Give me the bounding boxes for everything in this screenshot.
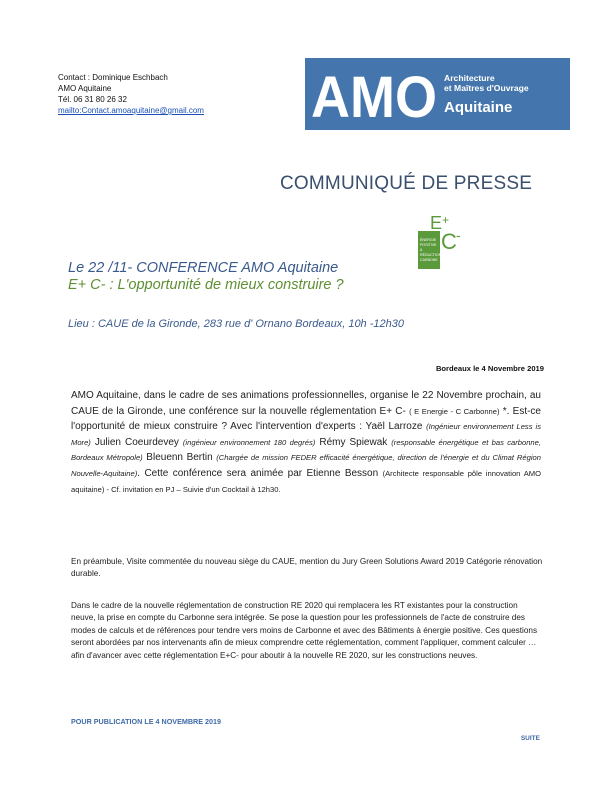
intro-text-2: ( E Energie - C Carbonne)	[409, 406, 500, 416]
svg-text:POSITIVE: POSITIVE	[420, 243, 437, 247]
svg-text:&: &	[420, 248, 423, 252]
svg-text:C: C	[441, 229, 457, 254]
intro-text-9: Bleuenn Bertin	[142, 452, 217, 464]
press-date: Bordeaux le 4 Novembre 2019	[435, 364, 544, 373]
event-location: Lieu : CAUE de la Gironde, 283 rue d' Ornano Bordeaux, 10h -12h30	[68, 318, 404, 330]
logo-subtitle-line1: Architecture	[444, 73, 495, 83]
intro-text-5: Julien Coeurdevey	[90, 436, 183, 448]
logo-region: Aquitaine	[444, 99, 513, 116]
svg-text:ÉNERGIE: ÉNERGIE	[420, 238, 437, 242]
svg-text:CARBONE: CARBONE	[420, 258, 438, 262]
event-subheading: E+ C- : L'opportunité de mieux construire ?	[68, 277, 344, 293]
page-title: COMMUNIQUÉ DE PRESSE	[280, 173, 533, 194]
preamble-paragraph: En préambule, Visite commentée du nouveau siège du CAUE, mention du Jury Green Solutions Award 2019 Catégorie rénovation durable.	[71, 557, 543, 579]
intro-paragraph	[71, 388, 541, 497]
contact-tel: Tél. 06 31 80 26 32	[58, 95, 127, 104]
publication-date-footer: POUR PUBLICATION LE 4 NOVEMBRE 2019	[71, 717, 222, 726]
amo-wordmark-text: AMO	[311, 67, 437, 123]
intro-text-6: (ingénieur environnement 180 degrés)	[182, 437, 316, 447]
intro-text-10: (Chargée de mission FEDER efficacité énergétique, direction de l'énergie et du Climat Région Nouvelle-Aquitaine)	[71, 453, 541, 478]
contact-email-link[interactable]: mailto:Contact.amoaquitaine@gmail.com	[58, 106, 204, 115]
intro-text-11: . Cette conférence sera animée par Etienne Besson	[137, 467, 383, 479]
amo-aquitaine-logo	[305, 58, 570, 130]
svg-text:E: E	[430, 213, 443, 233]
intro-text-12: (Architecte responsable pôle innovation AMO aquitaine) - Cf. invitation en PJ – Suivie d'un Cocktail à 12h30.	[71, 468, 542, 494]
event-heading: Le 22 /11- CONFERENCE AMO Aquitaine	[68, 260, 339, 276]
continued-label: SUITE	[520, 735, 540, 742]
svg-text:-: -	[456, 227, 461, 243]
amo-wordmark	[311, 67, 439, 123]
svg-text:RÉDUCTION: RÉDUCTION	[420, 253, 442, 257]
contact-org: AMO Aquitaine	[58, 84, 112, 93]
context-paragraph: Dans le cadre de la nouvelle réglementation de construction RE 2020 qui remplacera les RT existantes pour la construction neuve, la prise en compte du Carbonne sera intégrée. Se pose la question pour les professionnels de l'acte de construire des modes de calculs et de références pour tendre vers moins de Carbonne et avec des Bâtiments à énergie positive. Ces questions seront abordées par nos intervenants afin de mieux comprendre cette réglementation, comment l'appliquer, comment calculer …afin d'avancer avec cette réglementation E+C- pour aboutir à la nouvelle RE 2020, sur les constructions neuves.	[71, 601, 538, 660]
e-plus-c-minus-logo	[416, 213, 464, 271]
contact-name: Contact : Dominique Eschbach	[58, 73, 168, 82]
svg-text:+: +	[442, 213, 450, 227]
logo-subtitle-line2: et Maîtres d'Ouvrage	[444, 83, 529, 93]
intro-text-1: AMO Aquitaine, dans le cadre de ses animations professionnelles, organise le 22 Novembre prochain, au CAUE de la Gironde, une conférence sur la nouvelle réglementation E+ C-	[71, 390, 541, 417]
logo-subtitle	[444, 73, 529, 93]
intro-text-3: *. Est-ce l'opportunité de mieux construire ? Avec l'intervention d'experts : Yaël Larroze	[71, 405, 541, 433]
contact-block	[58, 72, 204, 116]
intro-text-4: (Ingénieur environnement Less is More)	[71, 422, 541, 447]
intro-text-7: Rémy Spiewak	[315, 436, 392, 448]
intro-text-8: (responsable énergétique et bas carbonne, Bordeaux Métropole)	[71, 437, 541, 463]
